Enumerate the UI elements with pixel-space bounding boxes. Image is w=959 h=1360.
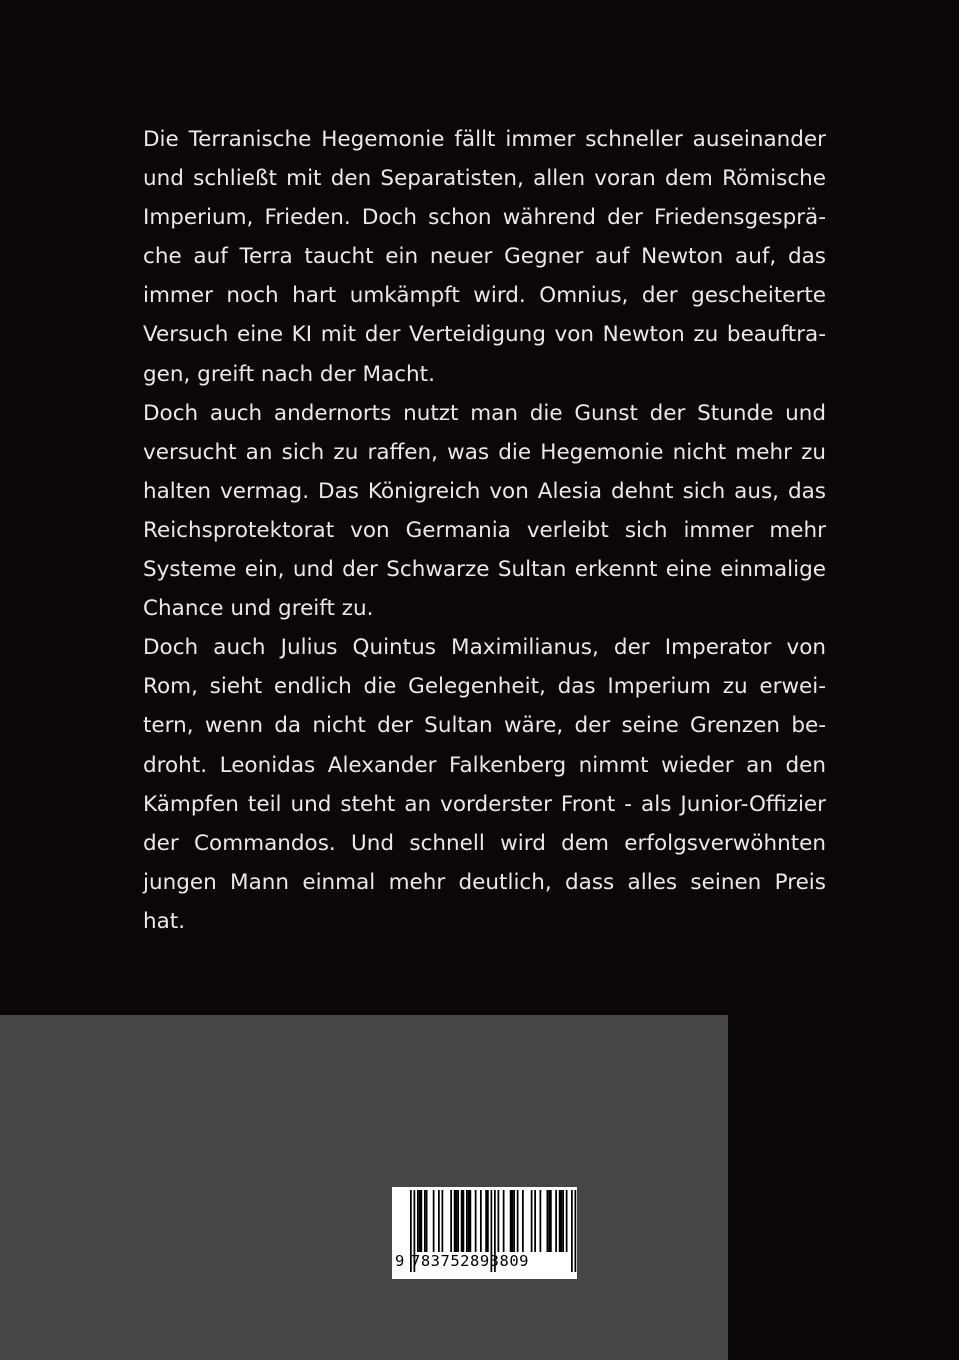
barcode-digits — [392, 1252, 577, 1274]
blurb-line: Doch auch Julius Quintus Maximilianus, der Imperator von — [143, 635, 826, 661]
barcode-bar — [540, 1190, 542, 1252]
isbn-barcode — [392, 1187, 577, 1279]
barcode-bar — [562, 1190, 564, 1252]
blurb-line: Chance und greift zu. — [143, 596, 374, 622]
barcode-bar — [450, 1190, 452, 1252]
barcode-bar — [417, 1190, 419, 1252]
blurb-line: Die Terranische Hegemonie fällt immer schneller auseinander — [143, 127, 826, 152]
blurb-line: Rom, sieht endlich die Gelegenheit, das Imperium zu erwei- — [143, 674, 826, 700]
barcode-bar — [561, 1190, 563, 1252]
blurb-line: der Commandos. Und schnell wird dem erfolgsverwöhnten — [143, 830, 826, 856]
blurb-line: Reichsprotektorat von Germania verleibt sich immer mehr — [143, 517, 826, 543]
barcode-bar — [433, 1190, 435, 1252]
blurb-line: droht. Leonidas Alexander Falkenberg nimmt wieder an den — [143, 752, 826, 778]
barcode-bar — [454, 1190, 456, 1252]
barcode-bar — [498, 1190, 500, 1252]
barcode-bar — [512, 1190, 514, 1252]
blurb-line: und schließt mit den Separatisten, allen voran dem Römische — [143, 166, 826, 192]
barcode-bar — [421, 1190, 423, 1252]
barcode-bar — [513, 1190, 515, 1252]
barcode-bar — [475, 1190, 477, 1252]
barcode-bar — [531, 1190, 533, 1252]
barcode-bar — [466, 1190, 468, 1252]
barcode-bar — [419, 1190, 421, 1252]
blurb-line: jungen Mann einmal mehr deutlich, dass alles seinen Preis — [143, 869, 826, 895]
blurb-line: Imperium, Frieden. Doch schon während der Friedensgesprä- — [143, 205, 826, 231]
barcode-bar — [457, 1190, 459, 1252]
barcode-bar — [517, 1190, 519, 1252]
barcode-bar — [424, 1190, 426, 1252]
barcode-bar — [485, 1190, 487, 1252]
blurb-line: immer noch hart umkämpft wird. Omnius, der gescheiterte — [143, 283, 826, 309]
barcode-bar — [550, 1190, 552, 1252]
barcode-panel — [0, 1015, 728, 1360]
blurb-line: Versuch eine KI mit der Verteidigung von Newton zu beauftra- — [143, 322, 826, 348]
barcode-bar — [438, 1190, 440, 1252]
blurb-line: Systeme ein, und der Schwarze Sultan erkennt eine einmalige — [143, 557, 826, 583]
barcode-bar — [468, 1190, 470, 1252]
blurb-line: tern, wenn da nicht der Sultan wäre, der seine Grenzen be- — [143, 713, 826, 739]
blurb-line: che auf Terra taucht ein neuer Gegner auf Newton auf, das — [143, 244, 826, 270]
blurb-line: hat. — [143, 908, 186, 934]
barcode-bar — [461, 1190, 463, 1252]
blurb-line: Doch auch andernorts nutzt man die Gunst der Stunde und — [143, 400, 826, 426]
blurb-line: Kämpfen teil und steht an vorderster Front - als Junior-Offizier — [143, 791, 826, 817]
blurb-paragraph-2 — [143, 394, 826, 629]
barcode-bar — [547, 1190, 549, 1252]
barcode-bar — [426, 1190, 428, 1252]
barcode-first-digit: 9 — [395, 1252, 405, 1270]
blurb-paragraph-1 — [143, 120, 826, 394]
barcode-bar — [559, 1190, 561, 1252]
blurb-line: halten vermag. Das Königreich von Alesia dehnt sich aus, das — [143, 478, 826, 504]
barcode-bar — [534, 1190, 536, 1252]
barcode-digit-string: 783752893809 — [411, 1252, 529, 1270]
barcode-bar — [566, 1190, 568, 1252]
barcode-bar — [555, 1190, 557, 1252]
blurb-paragraph-3 — [143, 628, 826, 941]
barcode-bar — [510, 1190, 512, 1252]
barcode-bar — [480, 1190, 482, 1252]
barcode-bar — [503, 1190, 505, 1252]
blurb-line: versucht an sich zu raffen, was die Hegemonie nicht mehr zu — [143, 439, 826, 465]
barcode-bar — [522, 1190, 524, 1252]
barcode-bar — [442, 1190, 444, 1252]
barcode-bar — [487, 1190, 489, 1252]
barcode-bar — [463, 1190, 465, 1252]
barcode-bar — [548, 1190, 550, 1252]
barcode-bar — [470, 1190, 472, 1252]
blurb-line: gen, greift nach der Macht. — [143, 361, 435, 387]
back-cover-blurb — [143, 120, 826, 941]
barcode-bar — [456, 1190, 458, 1252]
